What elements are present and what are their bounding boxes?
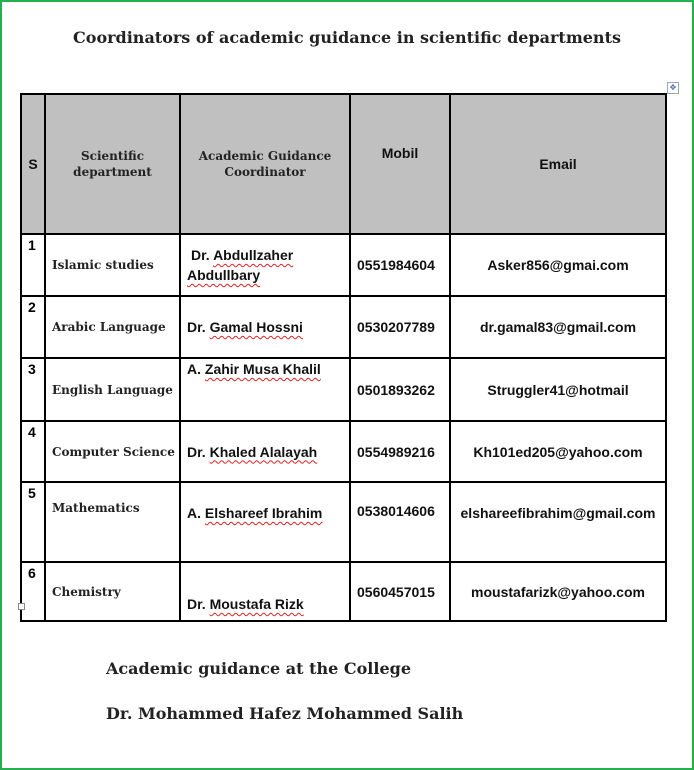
- email-cell: moustafarizk@yahoo.com: [450, 562, 666, 621]
- coordinator-prefix: Dr.: [187, 319, 206, 335]
- header-s: S: [21, 94, 45, 234]
- row-number: 2: [21, 296, 45, 358]
- mobil-cell: 0538014606: [350, 482, 450, 562]
- table-row: [21, 482, 666, 562]
- email-cell: Struggler41@hotmail: [450, 358, 666, 421]
- coordinator-cell: [180, 234, 350, 296]
- coordinator-name: Khaled Alalayah: [209, 443, 318, 460]
- row-number: 1: [21, 234, 45, 296]
- mobil-cell: 0554989216: [350, 421, 450, 482]
- header-coordinator-label: Academic Guidance Coordinator: [198, 149, 332, 179]
- footer-signature-line: [106, 704, 463, 723]
- department-cell: Arabic Language: [45, 296, 180, 358]
- mobil-cell: 0551984604: [350, 234, 450, 296]
- row-number: 5: [21, 482, 45, 562]
- department-cell: Computer Science: [45, 421, 180, 482]
- header-email: Email: [450, 94, 666, 234]
- coordinators-table: [20, 93, 667, 622]
- footer-signature-text: Dr. Mohammed Hafez Mohammed Salih: [106, 704, 464, 723]
- coordinator-prefix: Dr.: [191, 247, 210, 263]
- table-row: [21, 234, 666, 296]
- row-number: 4: [21, 421, 45, 482]
- coordinator-name: Abdullzaher Abdullbary: [187, 247, 294, 283]
- coordinator-prefix: Dr.: [187, 596, 206, 612]
- coordinator-prefix: A.: [187, 505, 201, 521]
- table-resize-handle[interactable]: [18, 603, 25, 610]
- email-cell: Kh101ed205@yahoo.com: [450, 421, 666, 482]
- row-number: 6: [21, 562, 45, 621]
- department-cell: English Language: [45, 358, 180, 421]
- coordinator-name: Gamal Hossni: [209, 319, 303, 335]
- document-title: Coordinators of academic guidance in scientific departments: [73, 28, 621, 47]
- header-mobil: Mobil: [350, 94, 450, 234]
- mobil-cell: 0530207789: [350, 296, 450, 358]
- coordinator-prefix: Dr.: [187, 443, 206, 460]
- header-department-label: Scientific department: [73, 149, 152, 179]
- coordinator-cell: [180, 358, 350, 421]
- table-row: [21, 562, 666, 621]
- row-number: 3: [21, 358, 45, 421]
- coordinator-name: Zahir Musa Khalil: [204, 361, 321, 377]
- header-department: [45, 94, 180, 234]
- table-move-handle-icon[interactable]: ✥: [667, 82, 679, 94]
- coordinator-cell: [180, 421, 350, 482]
- coordinator-name: Elshareef Ibrahim: [204, 505, 323, 521]
- department-cell: Islamic studies: [45, 234, 180, 296]
- email-cell: elshareefibrahim@gmail.com: [450, 482, 666, 562]
- email-cell: dr.gamal83@gmail.com: [450, 296, 666, 358]
- mobil-cell: 0501893262: [350, 358, 450, 421]
- department-cell: Chemistry: [45, 562, 180, 621]
- mobil-cell: 0560457015: [350, 562, 450, 621]
- coordinator-cell: [180, 482, 350, 562]
- table-row: [21, 358, 666, 421]
- header-coordinator: [180, 94, 350, 234]
- coordinator-cell: [180, 562, 350, 621]
- coordinator-cell: [180, 296, 350, 358]
- table-header-row: [21, 94, 666, 234]
- table-row: [21, 296, 666, 358]
- coordinator-name: Moustafa Rizk: [209, 596, 304, 612]
- email-cell: Asker856@gmai.com: [450, 234, 666, 296]
- table-row: [21, 421, 666, 482]
- footer-college-line: Academic guidance at the College: [106, 659, 411, 678]
- coordinator-prefix: A.: [187, 361, 201, 377]
- department-cell: Mathematics: [45, 482, 180, 562]
